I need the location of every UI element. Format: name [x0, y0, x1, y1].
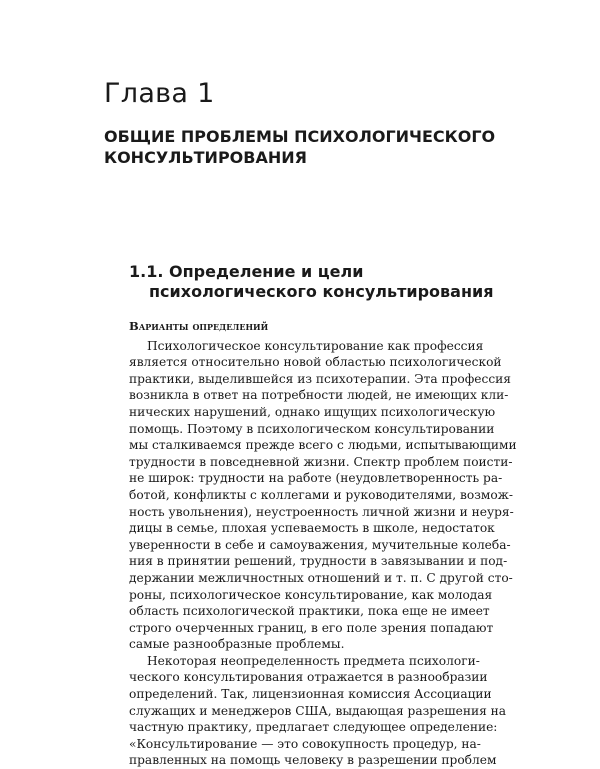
chapter-subtitle-line: ОБЩИЕ ПРОБЛЕМЫ ПСИХОЛОГИЧЕСКОГО: [104, 127, 496, 146]
chapter-subtitle: [104, 126, 504, 168]
text-line: ность увольнения), неустроенность личной жизни и неуря-: [129, 504, 514, 519]
text-line: роны, психологическое консультирование, как молодая: [129, 587, 493, 602]
text-line: помощь. Поэтому в психологическом консультировании: [129, 421, 495, 436]
text-line: практики, выделившейся из психотерапии. Эта профессия: [129, 371, 511, 386]
text-line: дицы в семье, плохая успеваемость в школе, недостаток: [129, 521, 495, 536]
text-line: определений. Так, лицензионная комиссия Ассоциации: [129, 687, 492, 702]
text-line: является относительно новой областью психологической: [129, 355, 502, 370]
text-line: правленных на помощь человеку в разрешении проблем: [129, 753, 497, 768]
text-line: ния в принятии решений, трудности в завязывании и под-: [129, 554, 508, 569]
body-text: [129, 318, 517, 769]
paragraph-2: [129, 653, 507, 769]
text-line: строго очерченных границ, в его поле зрения попадают: [129, 620, 494, 635]
text-line: область психологической практики, пока еще не имеет: [129, 604, 490, 619]
chapter-title: Глава 1: [104, 78, 215, 109]
text-line: ботой, конфликты с коллегами и руководителями, возмож-: [129, 487, 514, 502]
chapter-subtitle-line: КОНСУЛЬТИРОВАНИЯ: [104, 148, 307, 167]
text-line: не широк: трудности на работе (неудовлетворенность ра-: [129, 471, 503, 486]
subheading: Варианты определений: [129, 319, 269, 333]
text-line: уверенности в себе и самоуважения, мучительные колеба-: [129, 537, 511, 552]
text-line: держании межличностных отношений и т. п. С другой сто-: [129, 570, 513, 585]
text-line: «Консультирование — это совокупность процедур, на-: [129, 736, 481, 751]
section-title-line: 1.1. Определение и цели: [129, 262, 364, 281]
text-line: частную практику, предлагает следующее определение:: [129, 720, 498, 735]
text-line: самые разнообразные проблемы.: [129, 637, 345, 652]
text-line: Некоторая неопределенность предмета психологи-: [147, 653, 480, 668]
text-line: служащих и менеджеров США, выдающая разрешения на: [129, 703, 507, 718]
section-title: [129, 262, 509, 302]
text-line: мы сталкиваемся прежде всего с людьми, испытывающими: [129, 438, 517, 453]
text-line: трудности в повседневной жизни. Спектр проблем поисти-: [129, 454, 513, 469]
text-line: возникла в ответ на потребности людей, не имеющих кли-: [129, 388, 509, 403]
section-title-line: психологического консультирования: [149, 282, 494, 301]
text-line: нических нарушений, однако ищущих психологическую: [129, 404, 496, 419]
text-line: Психологическое консультирование как профессия: [147, 338, 484, 353]
text-line: ческого консультирования отражается в разнообразии: [129, 670, 488, 685]
paragraph-1: [129, 338, 517, 653]
